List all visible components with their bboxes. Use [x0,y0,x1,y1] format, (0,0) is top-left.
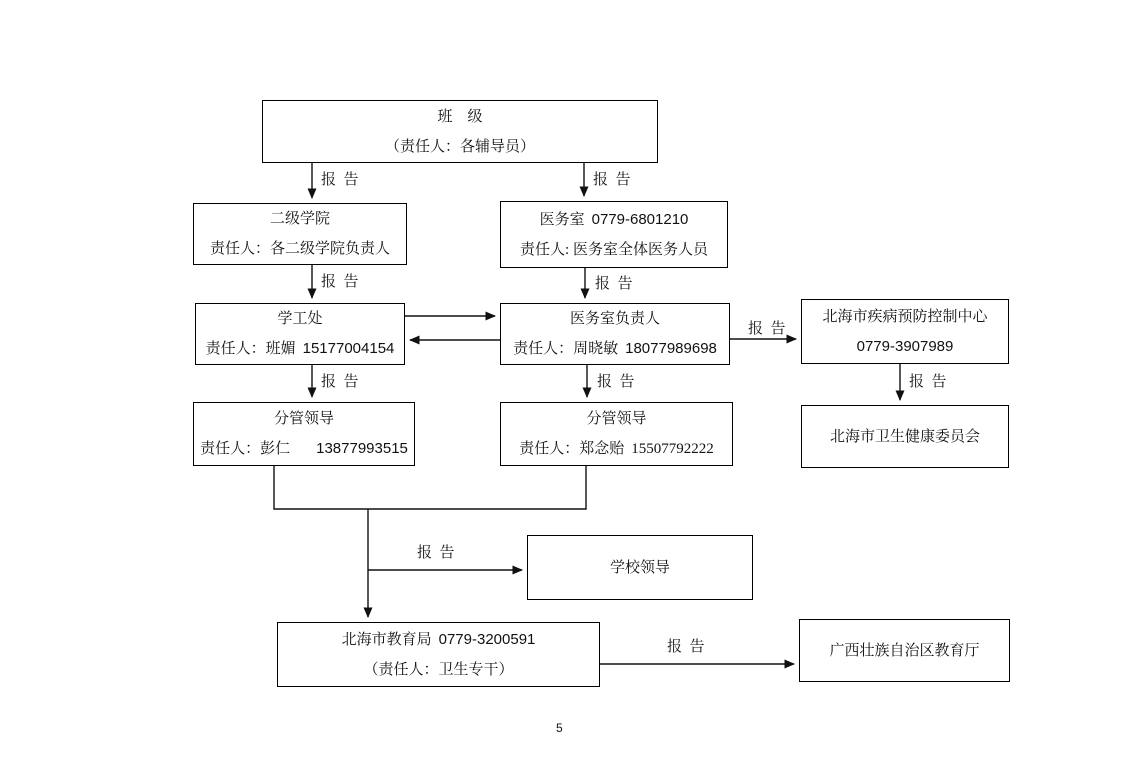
node-xuegongchu-phone: 15177004154 [302,340,395,357]
node-fenguan-left-owner: 责任人：彭仁 [200,441,291,457]
node-fuzeren-owner: 责任人：周晓敏 [513,341,619,357]
node-erji-xueyuan [193,203,407,265]
node-jikong-phone: 0779-3907989 [856,337,954,355]
node-guangxi-title: 广西壮族自治区教育厅 [829,642,980,659]
node-jiaoyuju-subtitle: （责任人：卫生专干） [363,661,514,678]
page-number: 5 [556,721,563,735]
node-fenguan-right-phone: 15507792222 [631,441,714,457]
node-fenguan-right-owner: 责任人：郑念贻 [519,441,625,457]
report-label: 报 告 [321,274,359,290]
node-jiaoyuju-phone: 0779-3200591 [438,630,536,648]
report-label: 报 告 [417,545,455,561]
node-weijianwei [801,405,1009,468]
report-label: 报 告 [321,374,359,390]
node-fenguan-lingdao-left [193,402,415,466]
node-erji-subtitle: 责任人：各二级学院负责人 [209,241,390,257]
node-xuegongchu-title: 学工处 [277,311,323,327]
node-banji-subtitle: （责任人：各辅导员） [384,138,535,155]
node-xuegongchu [195,303,405,365]
report-label: 报 告 [748,321,786,337]
node-fenguan-right-title: 分管领导 [586,411,647,427]
node-fuzeren-owner-line [513,334,717,364]
node-yiwushi-subtitle: 责任人: 医务室全体医务人员 [520,241,708,258]
node-jiaoyuju-title-line [342,625,536,655]
report-label: 报 告 [593,172,631,188]
report-label: 报 告 [597,374,635,390]
node-banji [262,100,658,163]
node-yiwushi-title: 医务室 [539,211,585,228]
node-fuzeren-title: 医务室负责人 [569,311,660,327]
node-jikong-zhongxin [801,299,1009,364]
node-banji-title: 班 级 [437,108,483,125]
report-label: 报 告 [321,172,359,188]
node-yiwushi-phone: 0779-6801210 [591,210,689,228]
node-yiwushi-fuzeren [500,303,730,365]
node-guangxi-jiaoyuting [799,619,1010,682]
node-yiwushi-title-line [540,205,689,235]
node-fuzeren-phone: 18077989698 [625,340,717,357]
node-jikong-title: 北海市疾病预防控制中心 [822,308,988,325]
node-erji-title: 二级学院 [269,211,330,227]
node-fenguan-left-owner-line [200,434,408,464]
node-xuexiao-title: 学校领导 [609,559,670,576]
node-jiaoyuju-title: 北海市教育局 [341,631,432,648]
report-label: 报 告 [667,639,705,655]
node-yiwushi [500,201,728,268]
node-fenguan-right-owner-line [519,434,714,464]
node-weijianwei-title: 北海市卫生健康委员会 [829,428,980,445]
node-xuexiao-lingdao [527,535,753,600]
report-label: 报 告 [909,374,947,390]
node-fenguan-left-title: 分管领导 [273,411,334,427]
node-xuegongchu-owner-line [206,334,395,364]
report-label: 报 告 [595,276,633,292]
node-xuegongchu-owner: 责任人：班媚 [205,341,296,357]
merge-line-fenguan [274,466,586,509]
node-fenguan-lingdao-right [500,402,733,466]
node-jiaoyuju [277,622,600,687]
node-fenguan-left-phone: 13877993515 [316,440,408,457]
